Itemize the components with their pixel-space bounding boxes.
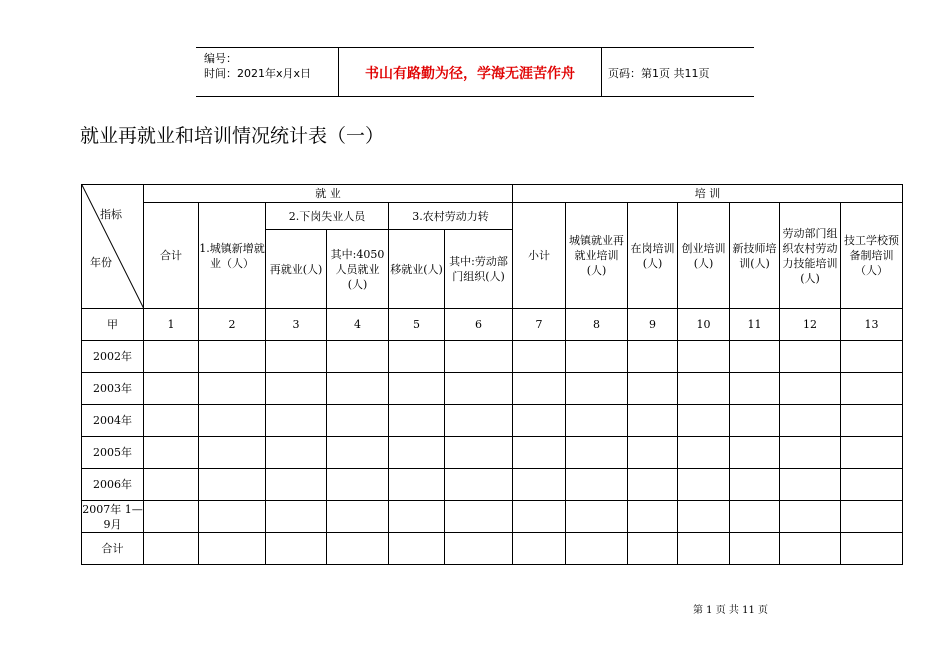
table-cell (327, 533, 389, 565)
index-cell: 1 (144, 309, 199, 341)
row-year-label: 合计 (82, 533, 144, 565)
table-cell (389, 533, 445, 565)
table-cell (266, 341, 327, 373)
row-year-label: 2005年 (82, 437, 144, 469)
table-cell (780, 469, 841, 501)
table-cell (445, 437, 513, 469)
index-cell: 3 (266, 309, 327, 341)
page-footer: 第 1 页 共 11 页 (693, 605, 768, 616)
table-cell (199, 405, 266, 437)
table-cell (513, 469, 566, 501)
table-cell (780, 373, 841, 405)
table-cell (199, 533, 266, 565)
table-cell (144, 469, 199, 501)
data-rows (82, 341, 903, 565)
table-cell (513, 373, 566, 405)
row-year-label: 2002年 (82, 341, 144, 373)
table-cell (780, 405, 841, 437)
table-cell (445, 501, 513, 533)
corner-diagonal-line (82, 185, 144, 309)
index-row (82, 309, 903, 341)
col-urban-new: 1.城镇新增就业（人） (199, 203, 266, 309)
document-header (196, 47, 754, 97)
table-row (82, 533, 903, 565)
table-cell (389, 501, 445, 533)
table-cell (780, 533, 841, 565)
col-tech-school-training: 技工学校预备制培训（人） (841, 203, 903, 309)
corner-indicator-label: 指标 (100, 208, 122, 221)
group-employment: 就 业 (144, 185, 513, 203)
table-cell (730, 437, 780, 469)
table-cell (730, 373, 780, 405)
table-cell (678, 533, 730, 565)
table-cell (678, 405, 730, 437)
group-training: 培 训 (513, 185, 903, 203)
index-cell: 甲 (82, 309, 144, 341)
col-onjob-training: 在岗培训(人) (628, 203, 678, 309)
col-reemployed: 再就业(人) (266, 230, 327, 309)
table-cell (841, 533, 903, 565)
sub-rural: 3.农村劳动力转 (389, 203, 513, 230)
table-cell (566, 373, 628, 405)
table-cell (445, 533, 513, 565)
col-labor-dept: 其中:劳动部门组织(人) (445, 230, 513, 309)
page-title: 就业再就业和培训情况统计表（一） (80, 125, 385, 147)
table-cell (780, 501, 841, 533)
table-cell (513, 533, 566, 565)
header-divider (601, 48, 602, 96)
table-cell (327, 469, 389, 501)
header-page-label: 页码：第1页 共11页 (608, 67, 710, 80)
index-cell: 10 (678, 309, 730, 341)
table-cell (678, 501, 730, 533)
table-cell (327, 373, 389, 405)
index-cell: 6 (445, 309, 513, 341)
table-cell (199, 437, 266, 469)
time-label: 时间：2021年x月x日 (204, 67, 312, 80)
table-cell (730, 501, 780, 533)
table-row (82, 405, 903, 437)
table-cell (730, 405, 780, 437)
table-cell (678, 341, 730, 373)
index-cell: 9 (628, 309, 678, 341)
sub-unemployed: 2.下岗失业人员 (266, 203, 389, 230)
index-cell: 7 (513, 309, 566, 341)
table-cell (513, 405, 566, 437)
table-cell (144, 533, 199, 565)
table-cell (780, 437, 841, 469)
table-cell (513, 501, 566, 533)
table-cell (144, 341, 199, 373)
table-cell (389, 437, 445, 469)
table-cell (266, 437, 327, 469)
col-4050: 其中:4050人员就业(人) (327, 230, 389, 309)
corner-header (82, 185, 144, 309)
index-cell: 4 (327, 309, 389, 341)
col-urban-reemp-training: 城镇就业再就业培训(人) (566, 203, 628, 309)
table-cell (199, 469, 266, 501)
col-total: 合计 (144, 203, 199, 309)
table-cell (266, 405, 327, 437)
table-cell (628, 341, 678, 373)
table-row (82, 373, 903, 405)
index-cell: 13 (841, 309, 903, 341)
table-cell (199, 501, 266, 533)
col-transfer: 移就业(人) (389, 230, 445, 309)
index-cell: 11 (730, 309, 780, 341)
table-cell (199, 373, 266, 405)
corner-year-label: 年份 (90, 256, 112, 269)
row-year-label: 2004年 (82, 405, 144, 437)
table-cell (678, 373, 730, 405)
table-cell (144, 437, 199, 469)
header-slogan: 书山有路勤为径，学海无涯苦作舟 (365, 66, 575, 82)
table-cell (266, 469, 327, 501)
number-label: 编号： (204, 52, 237, 65)
table-cell (566, 437, 628, 469)
table-cell (841, 405, 903, 437)
row-year-label: 2007年 1—9月 (82, 502, 143, 531)
table-cell (445, 341, 513, 373)
table-cell (628, 501, 678, 533)
table-cell (628, 373, 678, 405)
table-cell (389, 341, 445, 373)
table-cell (144, 501, 199, 533)
table-cell (841, 501, 903, 533)
table-cell (266, 501, 327, 533)
table-row (82, 341, 903, 373)
table-cell (730, 341, 780, 373)
table-cell (445, 469, 513, 501)
table-cell (841, 469, 903, 501)
row-year-label: 2006年 (82, 469, 144, 501)
col-new-tech-training: 新技师培训(人) (730, 203, 780, 309)
table-row (82, 437, 903, 469)
col-rural-tech-training: 劳动部门组织农村劳动力技能培训(人) (780, 203, 841, 309)
table-row (82, 469, 903, 501)
table-cell (566, 533, 628, 565)
table-cell (566, 501, 628, 533)
table-cell (841, 341, 903, 373)
table-cell (566, 405, 628, 437)
table-cell (327, 341, 389, 373)
table-cell (389, 405, 445, 437)
table-cell (445, 405, 513, 437)
table-cell (445, 373, 513, 405)
table-cell (628, 405, 678, 437)
table-cell (389, 469, 445, 501)
table-cell (678, 469, 730, 501)
table-cell (327, 437, 389, 469)
table-cell (566, 341, 628, 373)
table-cell (841, 437, 903, 469)
table-cell (327, 501, 389, 533)
table-cell (199, 341, 266, 373)
col-startup-training: 创业培训(人) (678, 203, 730, 309)
index-cell: 8 (566, 309, 628, 341)
col-subtotal: 小计 (513, 203, 566, 309)
statistics-table (81, 184, 903, 565)
table-cell (513, 341, 566, 373)
table-cell (730, 469, 780, 501)
table-cell (628, 533, 678, 565)
table-cell (730, 533, 780, 565)
table-cell (266, 533, 327, 565)
index-cell: 5 (389, 309, 445, 341)
table-cell (389, 373, 445, 405)
table-cell (678, 437, 730, 469)
table-cell (266, 373, 327, 405)
table-cell (144, 373, 199, 405)
table-cell (513, 437, 566, 469)
table-cell (628, 469, 678, 501)
table-cell (327, 405, 389, 437)
table-cell (144, 405, 199, 437)
table-row (82, 501, 903, 533)
index-cell: 12 (780, 309, 841, 341)
header-info (204, 51, 311, 81)
table-cell (780, 341, 841, 373)
table-cell (841, 373, 903, 405)
index-cell: 2 (199, 309, 266, 341)
row-year-label: 2003年 (82, 373, 144, 405)
table-cell (566, 469, 628, 501)
table-cell (628, 437, 678, 469)
